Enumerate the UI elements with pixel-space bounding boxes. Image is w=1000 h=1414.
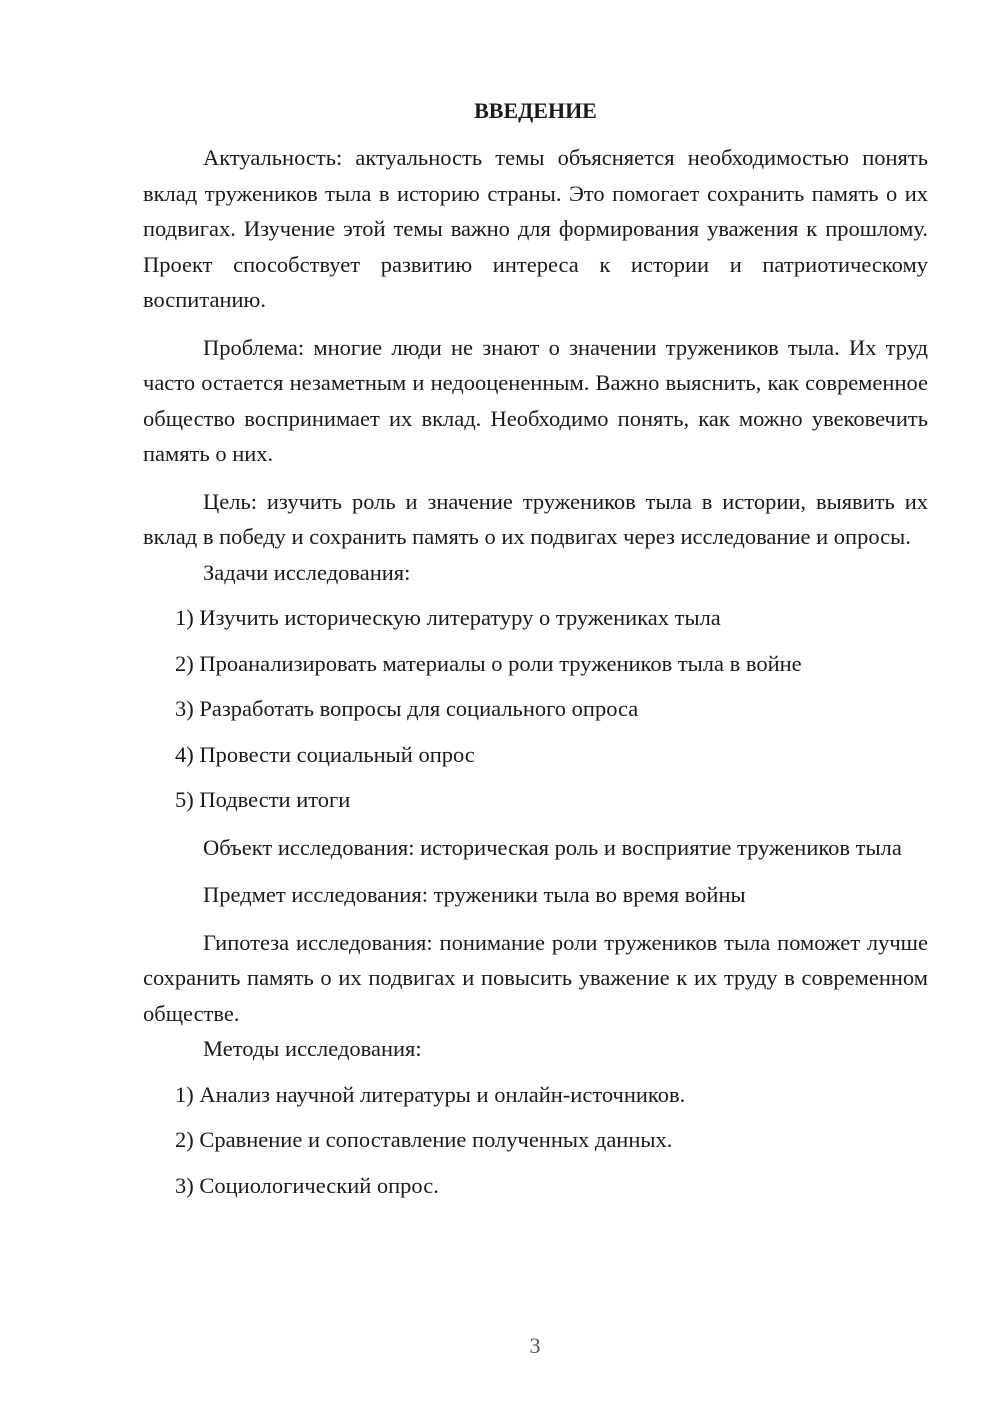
hypothesis-paragraph: Гипотеза исследования: понимание роли тружеников тыла поможет лучше сохранить память о их подвигах и повысить уважение к их труду в современном обществе. (143, 929, 928, 1026)
list-item: 1) Анализ научной литературы и онлайн-источников. (175, 1081, 686, 1107)
relevance-paragraph: Актуальность: актуальность темы объясняется необходимостью понять вклад тружеников тыла в историю страны. Это помогает сохранить память о их подвигах. Изучение этой темы важно для формирования уважения к прошлому. Проект способствует развитию интереса к истории и патриотическому воспитанию. (143, 145, 928, 312)
document-page (143, 96, 928, 1203)
list-item: 3) Социологический опрос. (175, 1172, 439, 1198)
list-item: 3) Разработать вопросы для социального опроса (175, 696, 639, 721)
goal-paragraph: Цель: изучить роль и значение тружеников тыла в истории, выявить их вклад в победу и сохранить память о их подвигах через исследование и опросы. (143, 488, 928, 549)
tasks-list (143, 600, 928, 818)
list-item: 2) Проанализировать материалы о роли тружеников тыла в войне (175, 650, 802, 676)
page-number: 3 (529, 1333, 541, 1358)
methods-heading: Методы исследования: (203, 1036, 422, 1061)
object-paragraph: Объект исследования: историческая роль и восприятие тружеников тыла (203, 834, 902, 860)
tasks-heading: Задачи исследования: (203, 559, 411, 585)
problem-paragraph: Проблема: многие люди не знают о значении тружеников тыла. Их труд часто остается незаметным и недооцененным. Важно выяснить, как современное общество воспринимает их вклад. Необходимо понять, как можно увековечить память о них. (143, 334, 928, 466)
list-item: 1) Изучить историческую литературу о тружениках тыла (175, 605, 721, 630)
list-item: 5) Подвести итоги (175, 787, 351, 812)
list-item: 2) Сравнение и сопоставление полученных данных. (175, 1127, 673, 1152)
methods-list (143, 1077, 928, 1204)
list-item: 4) Провести социальный опрос (175, 741, 475, 767)
subject-paragraph: Предмет исследования: труженики тыла во время войны (203, 882, 746, 907)
page-title: ВВЕДЕНИЕ (474, 98, 597, 123)
